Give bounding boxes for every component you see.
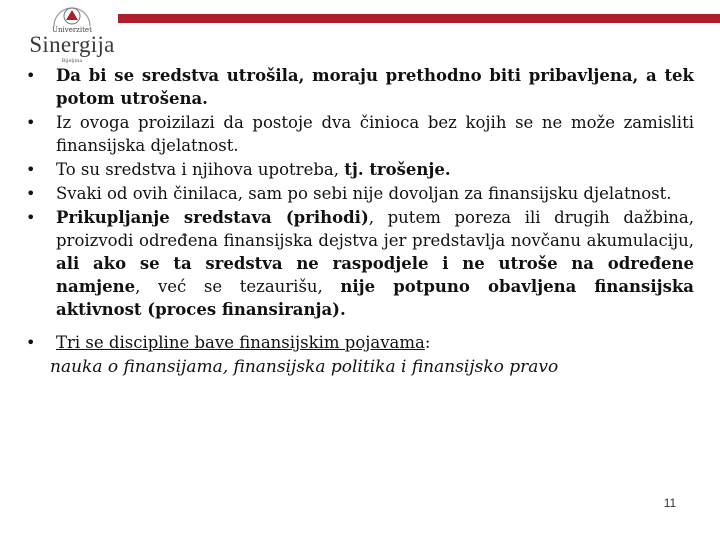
logo-small-text: Univerzitet: [52, 26, 92, 34]
logo-name: Sinergija: [29, 32, 115, 57]
bullet-text-segment: Da bi se sredstva utrošila, moraju prethodno biti pribavljena, a tek potom utrošena.: [56, 66, 694, 108]
bullet-icon: •: [26, 208, 36, 227]
bullet-icon: •: [26, 66, 36, 85]
bullet-text-segment: Prikupljanje sredstava (prihodi): [56, 208, 369, 227]
bullet-text-segment: nije potpuno obavljena finansijska aktivnost (proces finansiranja).: [56, 277, 694, 319]
bullet-text-segment: , putem poreza ili drugih dažbina, proizvodi određena finansijska dejstva jer predstavlja novčanu akumulaciju,: [56, 208, 694, 250]
disciplines-lead: Tri se discipline bave finansijskim pojavama: [56, 333, 425, 352]
bullet-icon: •: [26, 333, 36, 352]
bullet-item: [26, 158, 694, 181]
disciplines-list: nauka o finansijama, finansijska politika i finansijsko pravo: [50, 357, 559, 377]
bullet-item-disciplines: [26, 331, 694, 354]
page-number: 11: [663, 496, 677, 510]
bullet-icon: •: [26, 113, 36, 132]
logo-subtitle: Bijeljina: [61, 58, 83, 64]
disciplines-colon: :: [424, 333, 431, 352]
bullet-text-segment: Svaki od ovih činilaca, sam po sebi nije dovoljan za finansijsku djelatnost.: [56, 184, 672, 203]
bullet-item: [26, 206, 694, 321]
bullet-text-segment: , već se tezaurišu,: [135, 277, 341, 296]
bullet-item: [26, 64, 694, 110]
bullet-item: [26, 111, 694, 157]
header-accent-bar: [118, 14, 720, 23]
bullet-icon: •: [26, 184, 36, 203]
bullet-item: [26, 182, 694, 205]
slide-content: [26, 64, 694, 379]
bullet-text-segment: To su sredstva i njihova upotreba,: [56, 160, 345, 179]
bullet-text-segment: ali ako se ta sredstva ne raspodjele i ne utroše na određene namjene: [56, 254, 694, 296]
bullet-icon: •: [26, 160, 36, 179]
university-logo: [22, 4, 122, 68]
bullet-text-segment: Iz ovoga proizilazi da postoje dva činioca bez kojih se ne može zamisliti finansijska djelatnost.: [56, 113, 694, 155]
bullet-list: [26, 64, 694, 354]
bullet-text-segment: tj. trošenje.: [344, 160, 451, 179]
